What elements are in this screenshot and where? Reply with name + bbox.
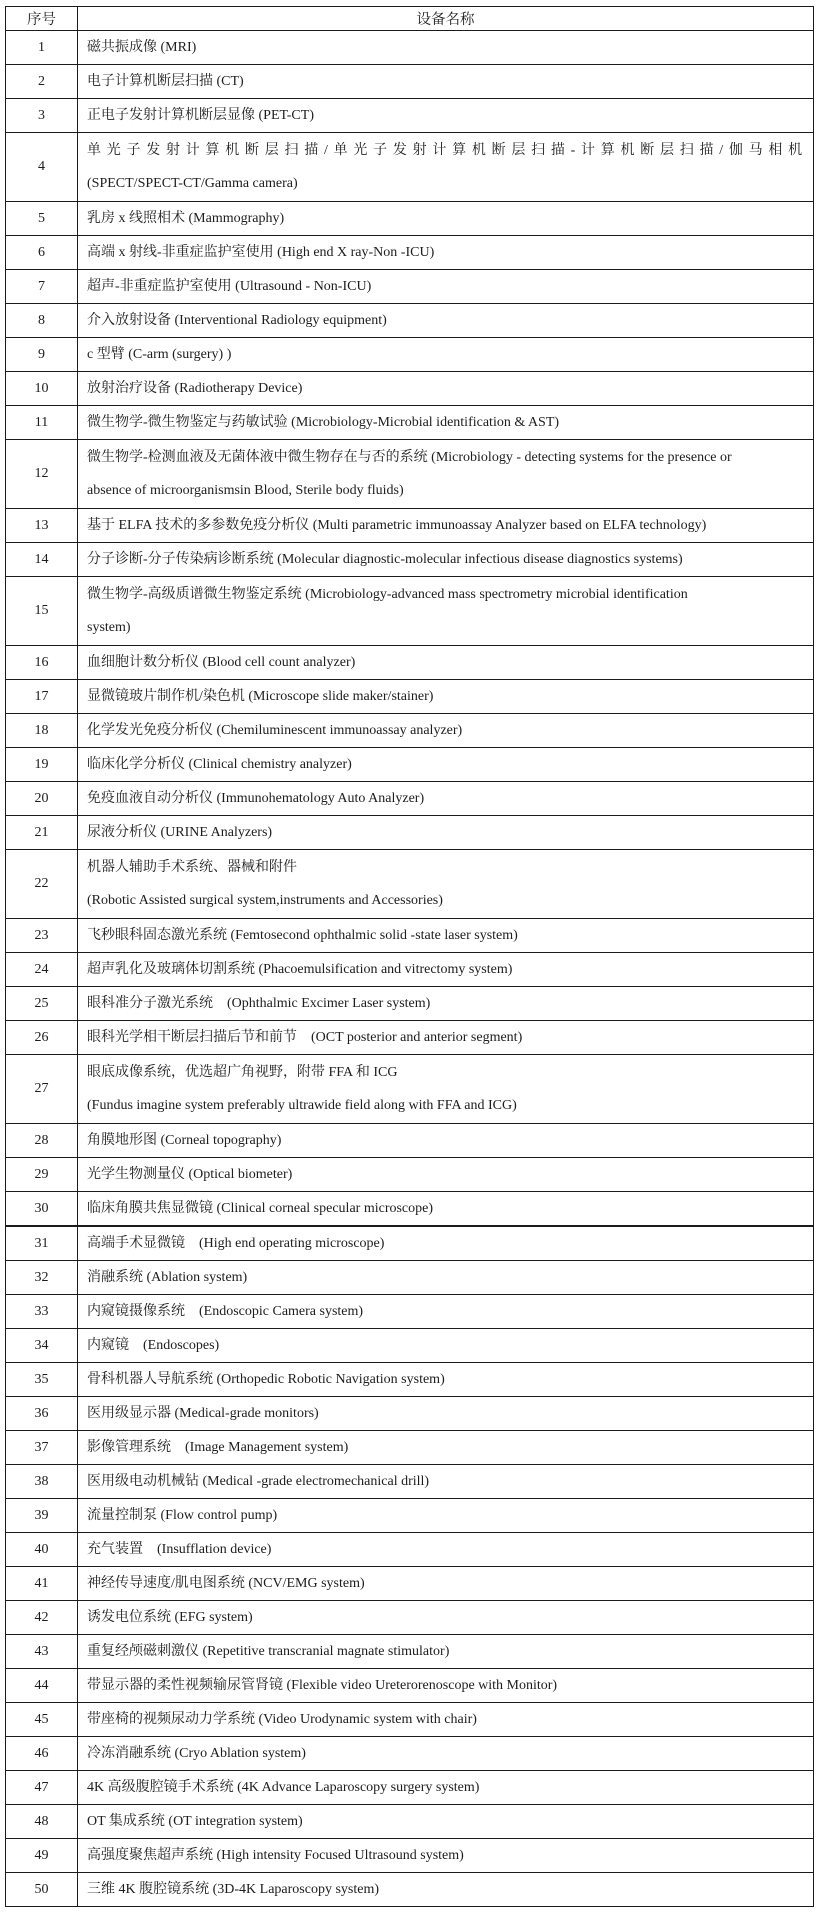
equipment-name (78, 1499, 814, 1533)
equipment-name-line: 机器人辅助手术系统、器械和附件 (87, 860, 297, 875)
table-row (6, 1703, 814, 1737)
table-row (6, 440, 814, 509)
equipment-name-line: OT 集成系统 (OT integration system) (87, 1814, 303, 1829)
equipment-name-line: 磁共振成像 (MRI) (87, 40, 197, 55)
table-row (6, 1873, 814, 1907)
equipment-name-line: 微生物学-高级质谱微生物鉴定系统 (Microbiology-advanced mass spectrometry microbial identification (87, 587, 688, 602)
header-cell-name: 设备名称 (78, 7, 814, 31)
row-index: 1 (6, 31, 78, 65)
equipment-name (78, 509, 814, 543)
equipment-name-line: 医用级电动机械钻 (Medical -grade electromechanical drill) (87, 1474, 430, 1489)
equipment-name (78, 543, 814, 577)
equipment-name-line: 微生物学-微生物鉴定与药敏试验 (Microbiology-Microbial identification & AST) (87, 415, 560, 430)
table-row (6, 953, 814, 987)
row-index: 26 (6, 1021, 78, 1055)
equipment-name-line: 流量控制泵 (Flow control pump) (87, 1508, 278, 1523)
equipment-name (78, 1295, 814, 1329)
row-index: 3 (6, 99, 78, 133)
row-index: 8 (6, 304, 78, 338)
row-index: 46 (6, 1737, 78, 1771)
equipment-name-line: 单光子发射计算机断层扫描/单光子发射计算机断层扫描-计算机断层扫描/伽马相机 (87, 143, 807, 158)
equipment-name-line: (Robotic Assisted surgical system,instruments and Accessories) (87, 893, 443, 908)
table-row (6, 1635, 814, 1669)
row-index: 9 (6, 338, 78, 372)
equipment-name-line: 重复经颅磁刺激仪 (Repetitive transcranial magnate stimulator) (87, 1644, 450, 1659)
table-row (6, 304, 814, 338)
equipment-name-line: 飞秒眼科固态激光系统 (Femtosecond ophthalmic solid -state laser system) (87, 928, 518, 943)
equipment-name (78, 1533, 814, 1567)
table-row (6, 1669, 814, 1703)
equipment-name (78, 1261, 814, 1295)
equipment-name-line: 基于 ELFA 技术的多参数免疫分析仪 (Multi parametric immunoassay Analyzer based on ELFA technology) (87, 518, 707, 533)
equipment-name-line: system) (87, 620, 131, 635)
equipment-name-line: (Fundus imagine system preferably ultrawide field along with FFA and ICG) (87, 1098, 517, 1113)
equipment-table-header (6, 7, 814, 31)
equipment-name (78, 1873, 814, 1907)
row-index: 25 (6, 987, 78, 1021)
table-row (6, 338, 814, 372)
equipment-name-line: 高端 x 射线-非重症监护室使用 (High end X ray-Non -ICU) (87, 245, 435, 260)
row-index: 42 (6, 1601, 78, 1635)
row-index: 5 (6, 202, 78, 236)
equipment-name (78, 304, 814, 338)
table-row (6, 31, 814, 65)
equipment-name-line: 高强度聚焦超声系统 (High intensity Focused Ultrasound system) (87, 1848, 464, 1863)
table-row (6, 1397, 814, 1431)
equipment-name (78, 987, 814, 1021)
equipment-name (78, 1397, 814, 1431)
equipment-name (78, 1771, 814, 1805)
equipment-name (78, 1805, 814, 1839)
row-index: 17 (6, 680, 78, 714)
row-index: 24 (6, 953, 78, 987)
table-row (6, 1329, 814, 1363)
equipment-name-line: 4K 高级腹腔镜手术系统 (4K Advance Laparoscopy surgery system) (87, 1780, 480, 1795)
row-index: 22 (6, 850, 78, 919)
equipment-name (78, 953, 814, 987)
equipment-name (78, 850, 814, 919)
table-row (6, 577, 814, 646)
equipment-name (78, 65, 814, 99)
equipment-name-line: 冷冻消融系统 (Cryo Ablation system) (87, 1746, 306, 1761)
equipment-name (78, 1703, 814, 1737)
equipment-name (78, 372, 814, 406)
table-row (6, 748, 814, 782)
row-index: 30 (6, 1192, 78, 1227)
equipment-name (78, 1737, 814, 1771)
row-index: 10 (6, 372, 78, 406)
equipment-name (78, 919, 814, 953)
equipment-name-line: 微生物学-检测血液及无菌体液中微生物存在与否的系统 (Microbiology - detecting systems for the presence or (87, 450, 732, 465)
table-row (6, 65, 814, 99)
equipment-table (5, 6, 814, 1907)
equipment-name (78, 1465, 814, 1499)
row-index: 6 (6, 236, 78, 270)
equipment-name (78, 646, 814, 680)
table-row (6, 372, 814, 406)
row-index: 29 (6, 1158, 78, 1192)
equipment-name-line: 充气装置 (Insufflation device) (87, 1542, 272, 1557)
row-index: 50 (6, 1873, 78, 1907)
equipment-name (78, 1192, 814, 1227)
equipment-name-line: absence of microorganismsin Blood, Sterile body fluids) (87, 483, 404, 498)
table-row (6, 646, 814, 680)
equipment-name-line: 骨科机器人导航系统 (Orthopedic Robotic Navigation system) (87, 1372, 445, 1387)
row-index: 33 (6, 1295, 78, 1329)
row-index: 40 (6, 1533, 78, 1567)
equipment-name (78, 1158, 814, 1192)
row-index: 45 (6, 1703, 78, 1737)
table-row (6, 1805, 814, 1839)
equipment-name-line: 眼底成像系统，优选超广角视野，附带 FFA 和 ICG (87, 1065, 398, 1080)
table-row (6, 1601, 814, 1635)
equipment-name-line: 内窥镜摄像系统 (Endoscopic Camera system) (87, 1304, 364, 1319)
table-row (6, 1192, 814, 1227)
equipment-name (78, 1124, 814, 1158)
table-row (6, 1021, 814, 1055)
row-index: 27 (6, 1055, 78, 1124)
equipment-name (78, 816, 814, 850)
table-row (6, 270, 814, 304)
equipment-name-line: 医用级显示器 (Medical-grade monitors) (87, 1406, 319, 1421)
equipment-name (78, 133, 814, 202)
row-index: 21 (6, 816, 78, 850)
equipment-name (78, 1567, 814, 1601)
equipment-name (78, 1021, 814, 1055)
table-row (6, 816, 814, 850)
equipment-name (78, 1363, 814, 1397)
equipment-name (78, 31, 814, 65)
equipment-name-line: 放射治疗设备 (Radiotherapy Device) (87, 381, 303, 396)
equipment-name-line: 正电子发射计算机断层显像 (PET-CT) (87, 108, 314, 123)
equipment-name-line: 消融系统 (Ablation system) (87, 1270, 248, 1285)
row-index: 38 (6, 1465, 78, 1499)
row-index: 43 (6, 1635, 78, 1669)
table-row (6, 1771, 814, 1805)
table-row (6, 406, 814, 440)
equipment-name-line: 免疫血液自动分析仪 (Immunohematology Auto Analyzer) (87, 791, 425, 806)
equipment-name-line: 三维 4K 腹腔镜系统 (3D-4K Laparoscopy system) (87, 1882, 380, 1897)
equipment-name-line: 高端手术显微镜 (High end operating microscope) (87, 1236, 385, 1251)
equipment-name (78, 236, 814, 270)
table-row (6, 236, 814, 270)
equipment-name-line: 角膜地形图 (Corneal topography) (87, 1133, 282, 1148)
row-index: 37 (6, 1431, 78, 1465)
equipment-name-line: 血细胞计数分析仪 (Blood cell count analyzer) (87, 655, 356, 670)
equipment-name-line: 临床角膜共焦显微镜 (Clinical corneal specular microscope) (87, 1201, 434, 1216)
equipment-name-line: 诱发电位系统 (EFG system) (87, 1610, 253, 1625)
equipment-name (78, 1226, 814, 1261)
equipment-name (78, 1055, 814, 1124)
equipment-name (78, 406, 814, 440)
row-index: 47 (6, 1771, 78, 1805)
equipment-name-line: 神经传导速度/肌电图系统 (NCV/EMG system) (87, 1576, 365, 1591)
row-index: 44 (6, 1669, 78, 1703)
row-index: 2 (6, 65, 78, 99)
row-index: 12 (6, 440, 78, 509)
table-row (6, 1533, 814, 1567)
table-row (6, 850, 814, 919)
equipment-name-line: 影像管理系统 (Image Management system) (87, 1440, 349, 1455)
row-index: 35 (6, 1363, 78, 1397)
table-row (6, 202, 814, 236)
equipment-name (78, 1601, 814, 1635)
equipment-name-line: 介入放射设备 (Interventional Radiology equipment) (87, 313, 387, 328)
equipment-name (78, 577, 814, 646)
row-index: 34 (6, 1329, 78, 1363)
table-row (6, 714, 814, 748)
equipment-name-line: 眼科光学相干断层扫描后节和前节 (OCT posterior and anterior segment) (87, 1030, 523, 1045)
table-row (6, 133, 814, 202)
table-row (6, 99, 814, 133)
equipment-name-line: 光学生物测量仪 (Optical biometer) (87, 1167, 293, 1182)
row-index: 18 (6, 714, 78, 748)
row-index: 32 (6, 1261, 78, 1295)
row-index: 23 (6, 919, 78, 953)
table-row (6, 1158, 814, 1192)
equipment-name-line: 化学发光免疫分析仪 (Chemiluminescent immunoassay analyzer) (87, 723, 463, 738)
equipment-name-line: 带显示器的柔性视频输尿管肾镜 (Flexible video Ureterorenoscope with Monitor) (87, 1678, 558, 1693)
table-row (6, 1567, 814, 1601)
table-row (6, 1295, 814, 1329)
table-row (6, 680, 814, 714)
equipment-name (78, 1669, 814, 1703)
table-row (6, 1363, 814, 1397)
row-index: 48 (6, 1805, 78, 1839)
table-row (6, 1499, 814, 1533)
equipment-name (78, 680, 814, 714)
equipment-name-line: 乳房 x 线照相术 (Mammography) (87, 211, 285, 226)
equipment-name-line: 临床化学分析仪 (Clinical chemistry analyzer) (87, 757, 352, 772)
equipment-name (78, 1839, 814, 1873)
row-index: 31 (6, 1226, 78, 1261)
equipment-name-line: 电子计算机断层扫描 (CT) (87, 74, 244, 89)
equipment-name-line: 尿液分析仪 (URINE Analyzers) (87, 825, 273, 840)
table-row (6, 919, 814, 953)
row-index: 4 (6, 133, 78, 202)
equipment-name-line: 分子诊断-分子传染病诊断系统 (Molecular diagnostic-molecular infectious disease diagnostics systems) (87, 552, 683, 567)
equipment-name-line: 内窥镜 (Endoscopes) (87, 1338, 220, 1353)
equipment-name-line: 眼科准分子激光系统 (Ophthalmic Excimer Laser system) (87, 996, 431, 1011)
table-row (6, 1431, 814, 1465)
equipment-name (78, 782, 814, 816)
equipment-name (78, 99, 814, 133)
table-row (6, 782, 814, 816)
table-row (6, 1839, 814, 1873)
equipment-table-body (6, 31, 814, 1907)
table-row (6, 1737, 814, 1771)
equipment-name-line: (SPECT/SPECT-CT/Gamma camera) (87, 176, 298, 191)
equipment-name (78, 1431, 814, 1465)
table-row (6, 1226, 814, 1261)
equipment-name (78, 714, 814, 748)
equipment-name-line: 带座椅的视频尿动力学系统 (Video Urodynamic system with chair) (87, 1712, 477, 1727)
row-index: 14 (6, 543, 78, 577)
table-row (6, 1465, 814, 1499)
equipment-name-line: 超声乳化及玻璃体切割系统 (Phacoemulsification and vitrectomy system) (87, 962, 513, 977)
header-cell-index: 序号 (6, 7, 78, 31)
table-row (6, 509, 814, 543)
row-index: 15 (6, 577, 78, 646)
header-row (6, 7, 814, 31)
row-index: 7 (6, 270, 78, 304)
table-row (6, 1261, 814, 1295)
equipment-name-line: 超声-非重症监护室使用 (Ultrasound - Non-ICU) (87, 279, 372, 294)
row-index: 39 (6, 1499, 78, 1533)
equipment-name (78, 270, 814, 304)
equipment-name (78, 1329, 814, 1363)
row-index: 19 (6, 748, 78, 782)
row-index: 49 (6, 1839, 78, 1873)
equipment-name-line: 显微镜玻片制作机/染色机 (Microscope slide maker/stainer) (87, 689, 434, 704)
equipment-name (78, 440, 814, 509)
table-row (6, 987, 814, 1021)
row-index: 20 (6, 782, 78, 816)
row-index: 41 (6, 1567, 78, 1601)
table-row (6, 1055, 814, 1124)
equipment-name (78, 338, 814, 372)
equipment-name (78, 748, 814, 782)
table-row (6, 543, 814, 577)
equipment-name (78, 202, 814, 236)
row-index: 16 (6, 646, 78, 680)
row-index: 36 (6, 1397, 78, 1431)
equipment-name (78, 1635, 814, 1669)
equipment-name-line: c 型臂 (C-arm (surgery) ) (87, 347, 232, 362)
row-index: 28 (6, 1124, 78, 1158)
row-index: 13 (6, 509, 78, 543)
table-row (6, 1124, 814, 1158)
row-index: 11 (6, 406, 78, 440)
